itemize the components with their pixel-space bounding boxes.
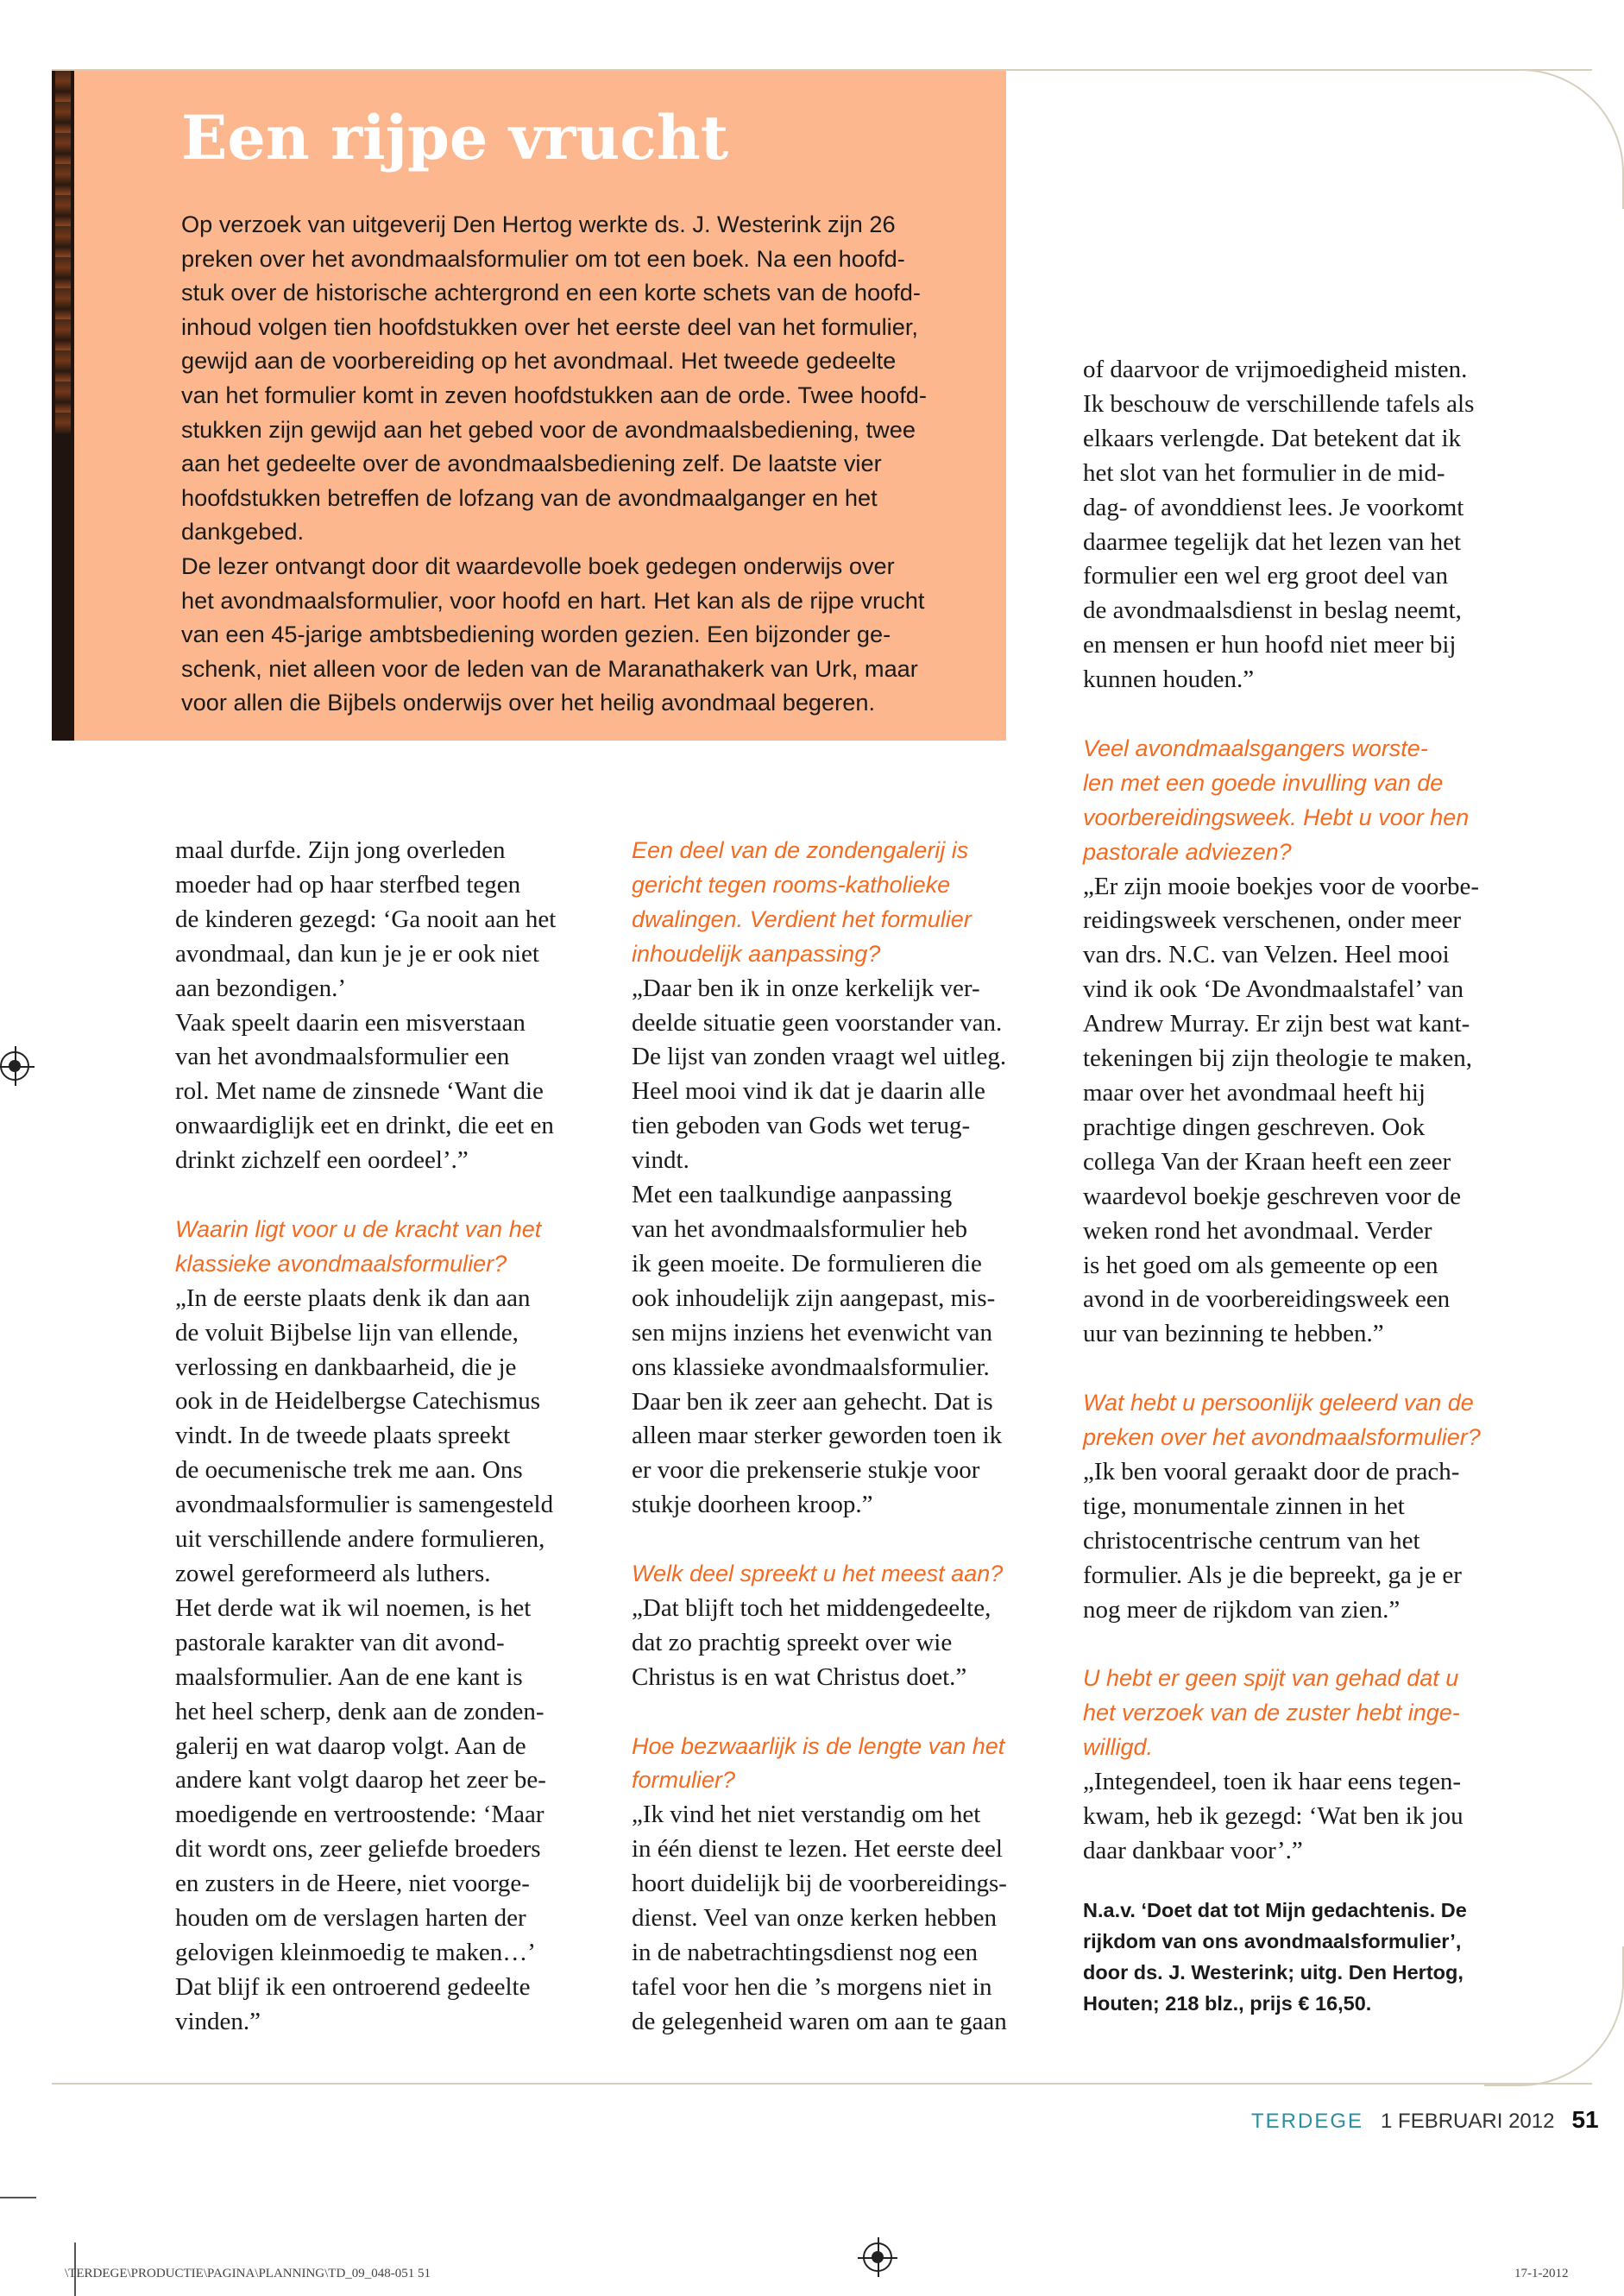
text-line: vindt.	[632, 1146, 689, 1175]
text-line: „Integendeel, toen ik haar eens tegen-	[1083, 1768, 1462, 1796]
question-line: U hebt er geen spijt van gehad dat u	[1083, 1665, 1459, 1692]
text-line: Het derde wat ik wil noemen, is het	[175, 1593, 532, 1622]
text-line: maalsformulier. Aan de ene kant is	[175, 1662, 523, 1691]
trim-mark	[0, 2197, 36, 2198]
text-line: „Ik ben vooral geraakt door de prach-	[1083, 1457, 1460, 1485]
issue-date: 1 FEBRUARI 2012	[1381, 2110, 1555, 2133]
paragraph	[632, 1798, 1063, 2039]
spacer	[632, 1695, 1063, 1730]
text-line: collega Van der Kraan heeft een zeer	[1083, 1147, 1451, 1176]
slug-path: \TERDEGE\PRODUCTIE\PAGINA\PLANNING\TD_09_048-051 51	[65, 2267, 431, 2280]
text-line: kunnen houden.”	[1083, 665, 1255, 694]
intro-line: De lezer ontvangt door dit waardevolle boek gedegen onderwijs over	[181, 552, 895, 579]
text-line: „Daar ben ik in onze kerkelijk ver-	[632, 974, 980, 1002]
spacer	[1083, 1869, 1532, 1895]
text-line: in de nabetrachtingsdienst nog een	[632, 1938, 979, 1966]
question-line: Welk deel spreekt u het meest aan?	[632, 1561, 1004, 1587]
paragraph	[175, 834, 607, 1178]
text-line: prachtige dingen geschreven. Ook	[1083, 1113, 1426, 1141]
text-line: van drs. N.C. van Velzen. Heel mooi	[1083, 941, 1450, 969]
page-footer	[1251, 2106, 1599, 2134]
reference-line: Houten; 218 blz., prijs € 16,50.	[1083, 1991, 1372, 2015]
text-line: de kinderen gezegd: ‘Ga nooit aan het	[175, 905, 557, 933]
question-line: len met een goede invulling van de	[1083, 769, 1444, 796]
intro-line: van een 45-jarige ambtsbediening worden gezien. Een bijzonder ge-	[181, 621, 891, 648]
intro-line: schenk, niet alleen voor de leden van de Maranathakerk van Urk, maar	[181, 654, 918, 682]
text-line: of daarvoor de vrijmoedigheid misten.	[1083, 356, 1468, 383]
text-line: de gelegenheid waren om aan te gaan	[632, 2007, 1007, 2035]
question-line: formulier?	[632, 1767, 736, 1794]
text-line: dat zo prachtig spreekt over wie	[632, 1628, 953, 1656]
text-line: moedigende en vertroostende: ‘Maar	[175, 1801, 544, 1829]
text-line: „In de eerste plaats denk ik dan aan	[175, 1284, 531, 1312]
registration-mark-icon	[0, 1051, 29, 1081]
text-line: maar over het avondmaal heeft hij	[1083, 1079, 1426, 1107]
text-line: deelde situatie geen voorstander van.	[632, 1008, 1003, 1037]
text-line: dag- of avonddienst lees. Je voorkomt	[1083, 493, 1464, 521]
frame-bottom-rule	[52, 2083, 1592, 2085]
intro-line: hoofdstukken betreffen de lofzang van de avondmaalganger en het	[181, 483, 878, 511]
text-line: houden om de verslagen harten der	[175, 1904, 526, 1933]
text-line: stukje doorheen kroop.”	[632, 1491, 873, 1519]
column-2	[632, 834, 1063, 2040]
text-line: ons klassieke avondmaalsformulier.	[632, 1353, 990, 1381]
text-line: rol. Met name de zinsnede ‘Want die	[175, 1077, 544, 1106]
question-line: Een deel van de zondengalerij is	[632, 837, 969, 863]
text-line: ik geen moeite. De formulieren die	[632, 1249, 982, 1277]
article-title: Een rijpe vrucht	[181, 102, 729, 173]
text-line: verlossing en dankbaarheid, die je	[175, 1353, 517, 1381]
text-line: andere kant volgt daarop het zeer be-	[175, 1766, 546, 1795]
question-line: voorbereidingsweek. Hebt u voor hen	[1083, 804, 1470, 830]
text-line: kwam, heb ik gezegd: ‘Wat ben ik jou	[1083, 1802, 1463, 1831]
text-line: hoort duidelijk bij de voorbereidings-	[632, 1870, 1007, 1898]
photo-strip-detail	[55, 71, 71, 433]
text-line: daar dankbaar voor’.”	[1083, 1836, 1303, 1864]
text-line: pastorale karakter van dit avond-	[175, 1628, 505, 1656]
reference-line: door ds. J. Westerink; uitg. Den Hertog,	[1083, 1960, 1463, 1984]
text-line: Andrew Murray. Er zijn best wat kant-	[1083, 1010, 1470, 1038]
intro-line: inhoud volgen tien hoofdstukken over het eerste deel van het formulier,	[181, 312, 918, 340]
text-line: tige, monumentale zinnen in het	[1083, 1492, 1405, 1520]
column-1	[175, 834, 607, 2040]
text-line: avondmaalsformulier is samengesteld	[175, 1491, 554, 1519]
text-line: weken rond het avondmaal. Verder	[1083, 1216, 1432, 1245]
question-line: Wat hebt u persoonlijk geleerd van de	[1083, 1390, 1474, 1416]
page-number: 51	[1571, 2106, 1599, 2133]
question-line: Waarin ligt voor u de kracht van het	[175, 1215, 542, 1242]
question-line: Hoe bezwaarlijk is de lengte van het	[632, 1732, 1005, 1759]
reference-line: rijkdom van ons avondmaalsformulier’,	[1083, 1929, 1462, 1952]
paragraph	[1083, 1455, 1532, 1628]
paragraph	[1083, 870, 1532, 1353]
text-line: „Er zijn mooie boekjes voor de voorbe-	[1083, 872, 1480, 900]
spacer	[1083, 697, 1532, 732]
text-line: christocentrische centrum van het	[1083, 1526, 1420, 1555]
text-line: in één dienst te lezen. Het eerste deel	[632, 1835, 1003, 1864]
paragraph	[632, 972, 1063, 1523]
text-line: Daar ben ik zeer aan gehecht. Dat is	[632, 1387, 993, 1416]
text-line: onwaardiglijk eet en drinkt, die eet en	[175, 1112, 554, 1140]
interview-question	[1083, 732, 1532, 870]
question-line: pastorale adviezen?	[1083, 838, 1292, 865]
text-line: De lijst van zonden vraagt wel uitleg.	[632, 1043, 1007, 1071]
registration-mark-icon	[863, 2242, 892, 2272]
text-line: waardevol boekje geschreven voor de	[1083, 1182, 1462, 1210]
interview-question	[632, 834, 1063, 972]
column-3	[1083, 353, 1532, 2019]
text-line: de voluit Bijbelse lijn van ellende,	[175, 1318, 519, 1347]
text-line: Ik beschouw de verschillende tafels als	[1083, 389, 1475, 418]
text-line: avond in de voorbereidingsweek een	[1083, 1285, 1451, 1314]
intro-line: gewijd aan de voorbereiding op het avondmaal. Het tweede gedeelte	[181, 347, 897, 375]
text-line: „Ik vind het niet verstandig om het	[632, 1801, 981, 1829]
text-line: ook in de Heidelbergse Catechismus	[175, 1387, 541, 1416]
interview-question	[632, 1730, 1063, 1799]
intro-text	[181, 207, 992, 720]
text-line: zowel gereformeerd als luthers.	[175, 1560, 491, 1588]
text-line: Christus is en wat Christus doet.”	[632, 1662, 967, 1691]
question-line: gericht tegen rooms-katholieke	[632, 871, 951, 898]
text-line: maal durfde. Zijn jong overleden	[175, 836, 506, 864]
intro-line: dankgebed.	[181, 518, 305, 546]
text-line: drinkt zichzelf een oordeel’.”	[175, 1146, 469, 1175]
intro-line: stuk over de historische achtergrond en een korte schets van de hoofd-	[181, 279, 921, 306]
question-line: dwalingen. Verdient het formulier	[632, 905, 972, 932]
text-line: tafel voor hen die ’s morgens niet in	[632, 1972, 992, 2001]
text-line: de avondmaalsdienst in beslag neemt,	[1083, 596, 1462, 625]
text-line: reidingsweek verschenen, onder meer	[1083, 906, 1462, 935]
text-line: Heel mooi vind ik dat je daarin alle	[632, 1077, 985, 1106]
interview-question	[175, 1213, 607, 1282]
text-line: is het goed om als gemeente op een	[1083, 1251, 1438, 1279]
text-line: moeder had op haar sterfbed tegen	[175, 870, 521, 899]
reference-line: N.a.v. ‘Doet dat tot Mijn gedachtenis. De	[1083, 1898, 1467, 1921]
text-line: het slot van het formulier in de mid-	[1083, 458, 1445, 487]
text-line: aan bezondigen.’	[175, 974, 347, 1002]
text-line: vindt. In de tweede plaats spreekt	[175, 1422, 511, 1450]
question-line: het verzoek van de zuster hebt inge-	[1083, 1700, 1460, 1726]
text-line: uur van bezinning te hebben.”	[1083, 1320, 1384, 1348]
text-line: formulier een wel erg groot deel van	[1083, 562, 1449, 590]
text-line: Vaak speelt daarin een misverstaan	[175, 1008, 526, 1037]
interview-question	[1083, 1386, 1532, 1455]
interview-question	[1083, 1662, 1532, 1765]
text-line: daarmee tegelijk dat het lezen van het	[1083, 527, 1462, 556]
intro-line: Op verzoek van uitgeverij Den Hertog werkte ds. J. Westerink zijn 26	[181, 211, 896, 237]
question-line: preken over het avondmaalsformulier?	[1083, 1424, 1481, 1451]
text-line: tekeningen bij zijn theologie te maken,	[1083, 1044, 1472, 1073]
paragraph	[1083, 1765, 1532, 1869]
text-line: dienst. Veel van onze kerken hebben	[632, 1904, 998, 1933]
text-line: van het avondmaalsformulier een	[175, 1043, 510, 1071]
text-line: er voor die prekenserie stukje voor	[632, 1456, 980, 1485]
intro-line: stukken zijn gewijd aan het gebed voor de avondmaalsbediening, twee	[181, 415, 916, 443]
text-line: het heel scherp, denk aan de zonden-	[175, 1697, 544, 1725]
paragraph	[175, 1282, 607, 2040]
text-line: van het avondmaalsformulier heb	[632, 1214, 967, 1243]
text-line: dit wordt ons, zeer geliefde broeders	[175, 1835, 541, 1864]
question-line: klassieke avondmaalsformulier?	[175, 1250, 507, 1277]
spacer	[632, 1523, 1063, 1557]
text-line: gelovigen kleinmoedig te maken…’	[175, 1938, 536, 1966]
text-line: en zusters in de Heere, niet voorge-	[175, 1870, 530, 1898]
text-line: sen mijns inziens het evenwicht van	[632, 1318, 992, 1347]
text-line: „Dat blijft toch het middengedeelte,	[632, 1593, 991, 1622]
text-line: Dat blijf ik een ontroerend gedeelte	[175, 1972, 531, 2001]
text-line: formulier. Als je die bepreekt, ga je er	[1083, 1561, 1462, 1589]
text-line: alleen maar sterker geworden toen ik	[632, 1422, 1003, 1450]
intro-line: van het formulier komt in zeven hoofdstukken aan de orde. Twee hoofd-	[181, 381, 927, 408]
text-line: nog meer de rijkdom van zien.”	[1083, 1595, 1401, 1624]
question-line: willigd.	[1083, 1734, 1154, 1761]
text-line: vinden.”	[175, 2007, 261, 2035]
book-reference	[1083, 1895, 1532, 2019]
text-line: avondmaal, dan kun je je er ook niet	[175, 939, 539, 968]
slug-date: 17-1-2012	[1514, 2267, 1569, 2280]
spacer	[175, 1178, 607, 1213]
text-line: ook inhoudelijk zijn aangepast, mis-	[632, 1284, 996, 1312]
text-line: Met een taalkundige aanpassing	[632, 1181, 953, 1209]
intro-line: het avondmaalsformulier, voor hoofd en hart. Het kan als de rijpe vrucht	[181, 586, 925, 614]
text-line: en mensen er hun hoofd niet meer bij	[1083, 631, 1457, 659]
intro-line: preken over het avondmaalsformulier om tot een boek. Na een hoofd-	[181, 244, 905, 272]
intro-line: voor allen die Bijbels onderwijs over het heilig avondmaal begeren.	[181, 689, 876, 716]
question-line: Veel avondmaalsgangers worste-	[1083, 735, 1428, 761]
text-line: de oecumenische trek me aan. Ons	[175, 1456, 523, 1485]
text-line: tien geboden van Gods wet terug-	[632, 1112, 971, 1140]
spacer	[1083, 1628, 1532, 1662]
frame-corner-top-right	[1484, 69, 1624, 209]
interview-question	[632, 1557, 1063, 1592]
paragraph	[632, 1592, 1063, 1695]
magazine-name: TERDEGE	[1251, 2110, 1364, 2133]
text-line: elkaars verlengde. Dat betekent dat ik	[1083, 424, 1462, 452]
text-line: vind ik ook ‘De Avondmaalstafel’ van	[1083, 975, 1464, 1004]
text-line: galerij en wat daarop volgt. Aan de	[175, 1731, 526, 1760]
paragraph	[1083, 353, 1532, 697]
question-line: inhoudelijk aanpassing?	[632, 940, 881, 967]
intro-line: aan het gedeelte over de avondmaalsbediening zelf. De laatste vier	[181, 450, 882, 477]
spacer	[1083, 1352, 1532, 1386]
text-line: uit verschillende andere formulieren,	[175, 1525, 545, 1554]
